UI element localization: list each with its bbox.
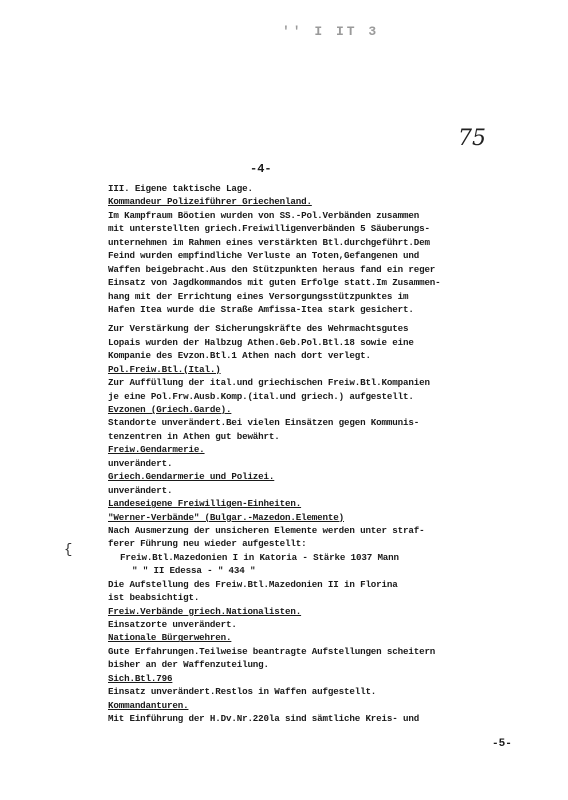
- continuation-mark: -5-: [492, 738, 512, 750]
- text-line: hang mit der Errichtung eines Versorgungsstützpunktes im: [108, 290, 409, 302]
- page-number: 75: [458, 126, 486, 151]
- text-line: unternehmen im Rahmen eines verstärkten Btl.durchgeführt.Dem: [108, 236, 430, 248]
- text-line: Nach Ausmerzung der unsicheren Elemente werden unter straf-: [108, 524, 425, 536]
- text-line: Einsatz von Jagdkommandos mit guten Erfolge statt.Im Zusammen-: [108, 277, 441, 289]
- text-line: Einsatz unverändert.Restlos in Waffen aufgestellt.: [108, 686, 377, 698]
- text-line: ferer Führung neu wieder aufgestellt:: [108, 538, 307, 550]
- document-body: [108, 182, 510, 726]
- text-line: ist beabsichtigt.: [108, 592, 200, 604]
- text-line: Im Kampfraum Böotien wurden von SS.-Pol.Verbänden zusammen: [108, 209, 420, 221]
- margin-bracket: {: [64, 542, 73, 558]
- subsection-heading: Griech.Gendarmerie und Polizei.: [108, 471, 275, 483]
- text-line: Die Aufstellung des Freiw.Btl.Mazedonien II in Florina: [108, 578, 398, 590]
- text-line: Feind wurden empfindliche Verluste an Toten,Gefangenen und: [108, 250, 420, 262]
- text-line: Hafen Itea wurde die Straße Amfissa-Itea stark gesichert.: [108, 303, 414, 315]
- text-line: Einsatzorte unverändert.: [108, 619, 237, 630]
- subsection-heading: "Werner-Verbände" (Bulgar.-Mazedon.Elemente): [108, 511, 344, 523]
- text-line: " " II Edessa - " 434 ": [132, 565, 256, 577]
- text-line: Kompanie des Evzon.Btl.1 Athen nach dort verlegt.: [108, 350, 371, 362]
- text-line: Gute Erfahrungen.Teilweise beantragte Aufstellungen scheitern: [108, 645, 436, 657]
- subsection-heading: Evzonen (Griech.Garde).: [108, 404, 232, 415]
- section-heading: III. Eigene taktische Lage.: [108, 183, 253, 194]
- page-marker: -4-: [250, 162, 272, 176]
- text-line: Mit Einführung der H.Dv.Nr.220la sind sämtliche Kreis- und: [108, 713, 420, 725]
- text-line: Zur Auffüllung der ital.und griechischen Freiw.Btl.Kompanien: [108, 377, 430, 389]
- text-line: Freiw.Btl.Mazedonien I in Katoria - Stärke 1037 Mann: [120, 551, 399, 563]
- text-line: unverändert.: [108, 457, 173, 469]
- subsection-heading: Nationale Bürgerwehren.: [108, 632, 232, 644]
- subsection-heading: Pol.Freiw.Btl.(Ital.): [108, 363, 221, 375]
- text-line: Lopais wurden der Halbzug Athen.Geb.Pol.Btl.18 sowie eine: [108, 336, 414, 348]
- subsection-heading: Freiw.Gendarmerie.: [108, 444, 205, 456]
- text-line: tenzentren in Athen gut bewährt.: [108, 430, 280, 442]
- text-line: Waffen beigebracht.Aus den Stützpunkten heraus fand ein reger: [108, 263, 436, 275]
- text-line: unverändert.: [108, 484, 173, 496]
- subsection-heading: Kommandeur Polizeiführer Griechenland.: [108, 196, 312, 208]
- text-line: bisher an der Waffenzuteilung.: [108, 659, 269, 671]
- subsection-heading: Freiw.Verbände griech.Nationalisten.: [108, 605, 302, 617]
- text-line: Zur Verstärkung der Sicherungskräfte des Wehrmachtsgutes: [108, 323, 409, 335]
- faint-stamp: '' I IT 3: [282, 24, 380, 39]
- subsection-heading: Kommandanturen.: [108, 699, 189, 711]
- subsection-heading: Sich.Btl.796: [108, 672, 173, 684]
- text-line: Standorte unverändert.Bei vielen Einsätzen gegen Kommunis-: [108, 417, 420, 429]
- text-line: mit unterstellten griech.Freiwilligenverbänden 5 Säuberungs-: [108, 223, 430, 235]
- text-line: je eine Pol.Frw.Ausb.Komp.(ital.und griech.) aufgestellt.: [108, 390, 414, 402]
- subsection-heading: Landeseigene Freiwilligen-Einheiten.: [108, 498, 302, 510]
